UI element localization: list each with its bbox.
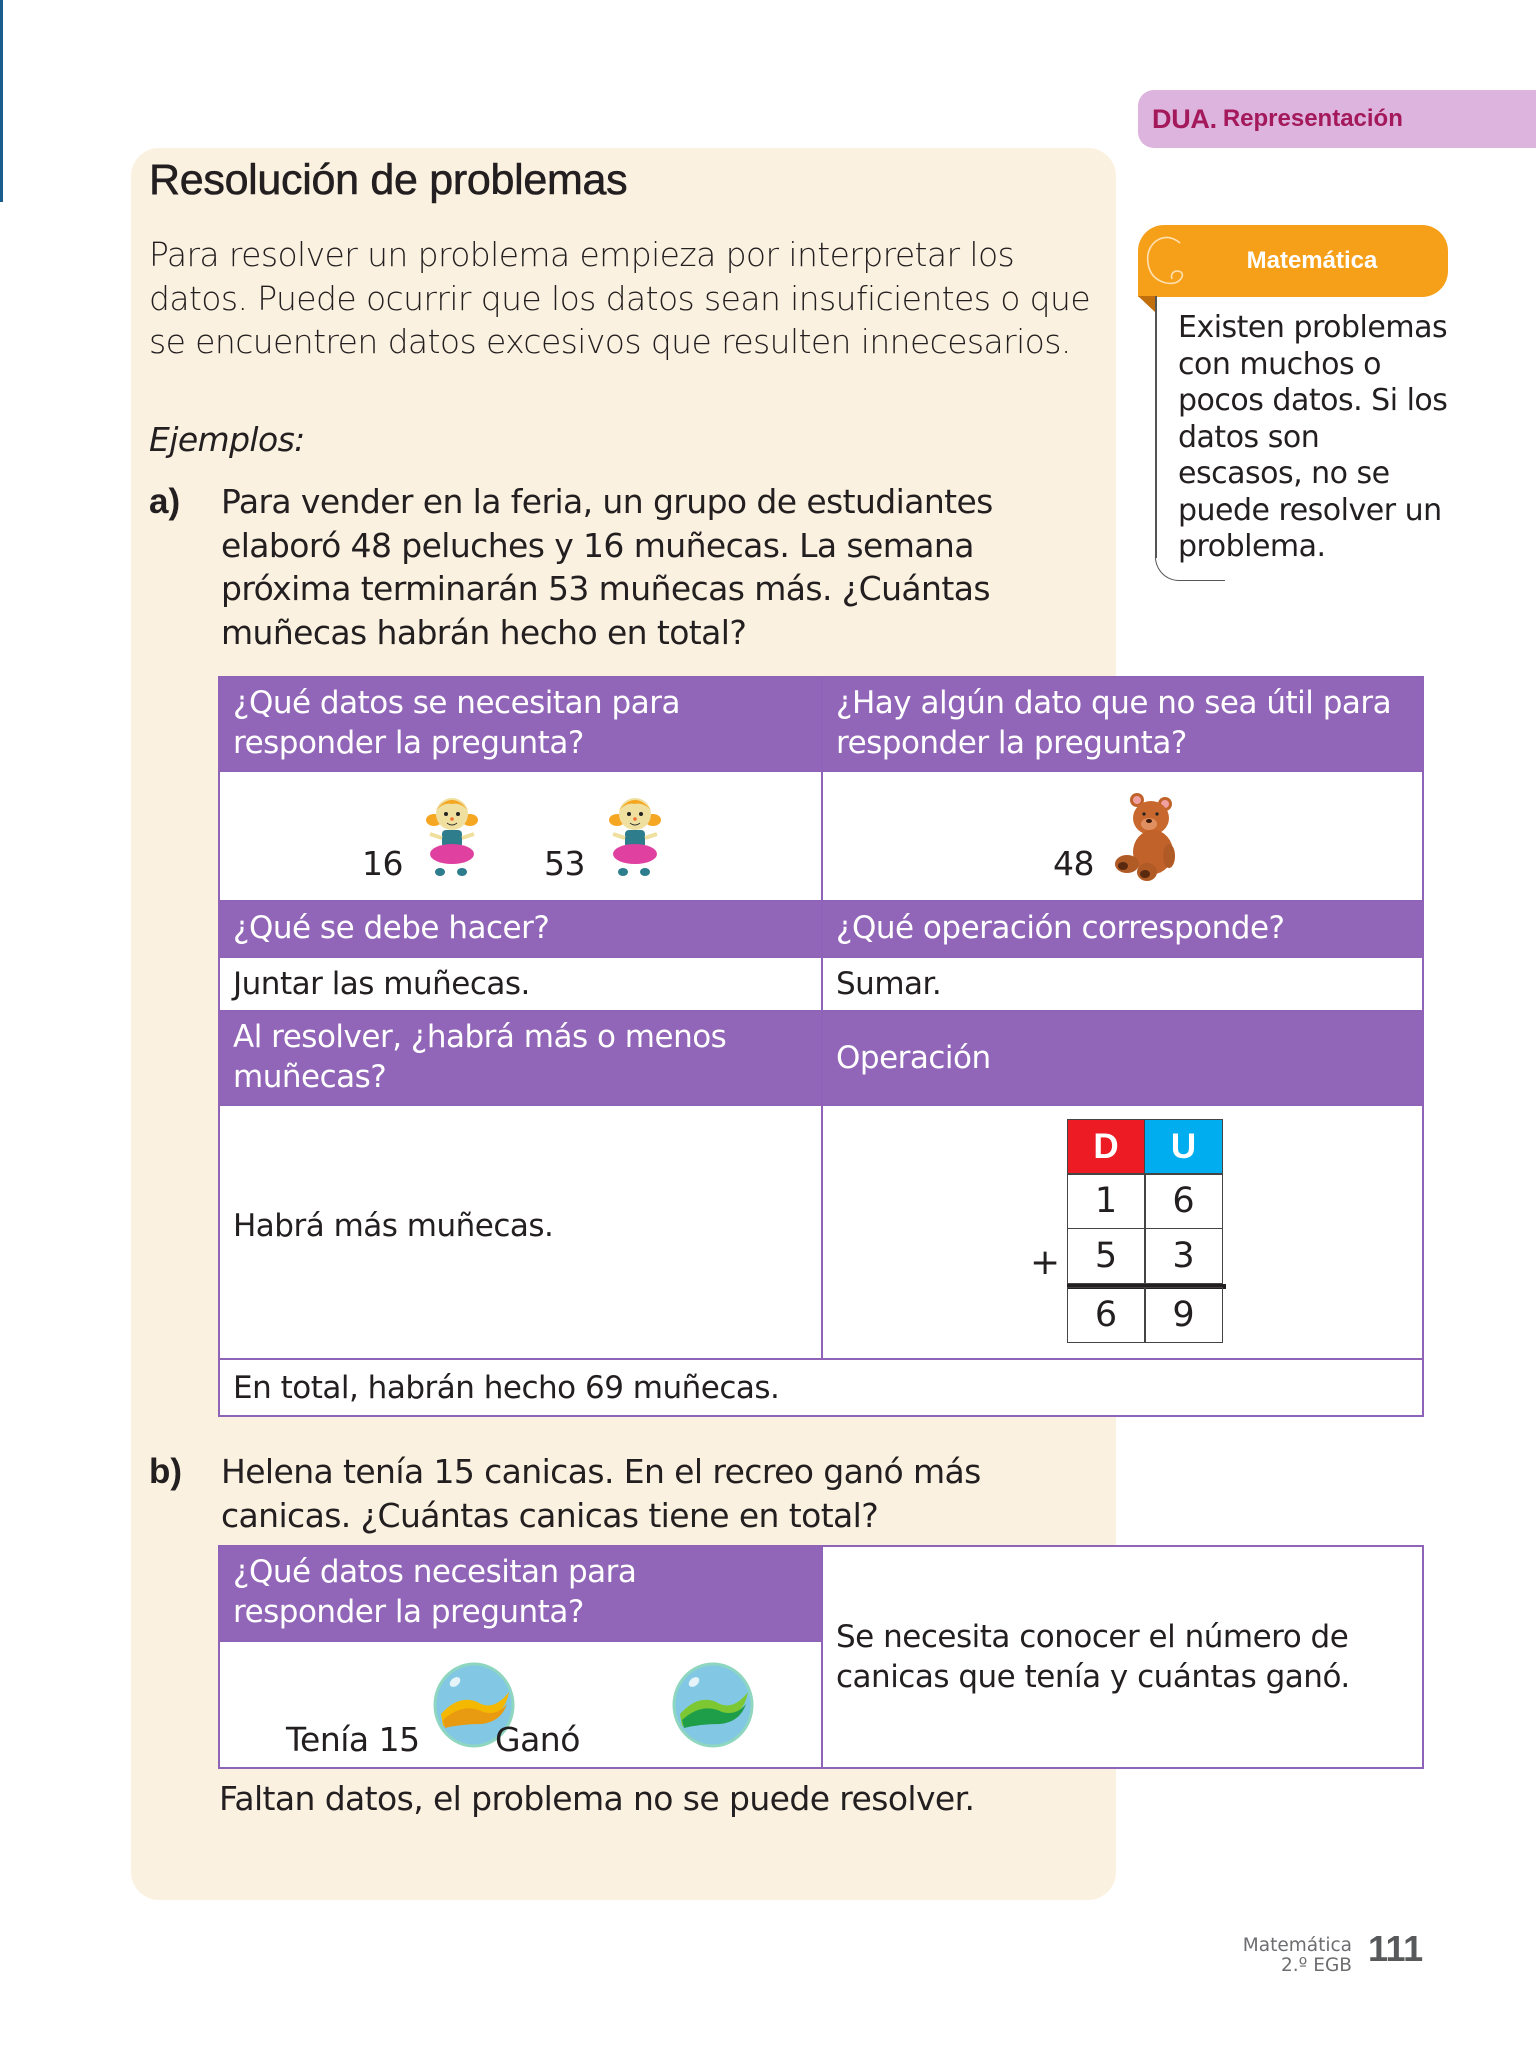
header-cell-needed-data: ¿Qué datos se necesitan para responder la pregunta?: [220, 678, 821, 770]
header-cell-more-or-less: Al resolver, ¿habrá más o menos muñecas?: [220, 1012, 821, 1104]
header-cell-operation: Operación: [821, 1012, 1422, 1104]
problem-b-conclusion: Faltan datos, el problema no se puede resolver.: [219, 1779, 975, 1818]
tens-header: D: [1067, 1119, 1146, 1175]
doll-icon: [420, 790, 484, 884]
plus-sign: +: [1030, 1242, 1061, 1283]
dua-category: Representación: [1222, 105, 1403, 132]
footer-subject-name: Matemática: [1242, 1935, 1352, 1956]
result-tens: 6: [1067, 1287, 1146, 1343]
problem-a: [149, 480, 1111, 654]
problem-b: [149, 1450, 1081, 1537]
needed-value-53: 53: [544, 844, 585, 883]
page-number: 111: [1368, 1928, 1423, 1969]
problem-b-table: [218, 1545, 1424, 1769]
place-value-addition: [1068, 1120, 1228, 1343]
header-cell-unneeded-data: ¿Hay algún dato que no sea útil para responder la pregunta?: [821, 678, 1422, 770]
addend2-tens: 5: [1067, 1228, 1146, 1284]
problem-a-text: Para vender en la feria, un grupo de estudiantes elaboró 48 peluches y 16 muñecas. La semana próxima terminarán 53 muñecas más. ¿Cuántas muñecas habrán hecho en total?: [221, 482, 993, 652]
side-note-text: Existen problemas con muchos o pocos datos. Si los datos son escasos, no se puede resolver un problema.: [1178, 310, 1448, 564]
page-edge-strip: [0, 0, 3, 202]
header-cell-what-to-do: ¿Qué se debe hacer?: [220, 902, 821, 956]
marbles-cell: [220, 1640, 821, 1767]
side-note-header: [1138, 225, 1448, 297]
addend1-tens: 1: [1067, 1173, 1146, 1229]
marble-icon: [672, 1662, 754, 1748]
needed-data-column: [220, 1547, 821, 1767]
header-cell-which-operation: ¿Qué operación corresponde?: [821, 902, 1422, 956]
doll-icon: [603, 790, 667, 884]
needed-value-16: 16: [362, 844, 403, 883]
side-note-border: [1155, 296, 1157, 558]
addend1-units: 6: [1144, 1173, 1223, 1229]
header-cell-needed-data: ¿Qué datos necesitan para responder la pregunta?: [220, 1547, 821, 1640]
needed-data-cell: [220, 772, 821, 900]
examples-label: Ejemplos:: [149, 420, 305, 459]
answer-cell-more-or-less: Habrá más muñecas.: [233, 1208, 554, 1244]
answer-cell-needed-info: Se necesita conocer el número de canicas que tenía y cuántas ganó.: [821, 1547, 1422, 1767]
page-title: Resolución de problemas: [149, 156, 628, 204]
won-label: Ganó: [495, 1720, 580, 1759]
problem-b-text: Helena tenía 15 canicas. En el recreo ganó más canicas. ¿Cuántas canicas tiene en total?: [221, 1452, 981, 1535]
dua-tag: [1138, 90, 1536, 148]
had-label: Tenía 15: [286, 1720, 420, 1759]
problem-a-table: [218, 676, 1424, 1417]
unneeded-value-48: 48: [1053, 844, 1094, 883]
dua-label: DUA.: [1152, 103, 1217, 134]
answer-cell-what-to-do: Juntar las muñecas.: [233, 966, 530, 1002]
footer-subject: [1243, 1936, 1352, 1976]
unneeded-data-cell: [821, 772, 1422, 900]
side-note-label: Matemática: [1246, 247, 1378, 274]
result-units: 9: [1144, 1287, 1223, 1343]
units-header: U: [1144, 1119, 1223, 1175]
problem-a-letter: a): [149, 482, 181, 521]
problem-b-letter: b): [149, 1452, 183, 1491]
side-note-fold: [1138, 296, 1155, 312]
swirl-icon: [1144, 233, 1188, 289]
answer-cell-operation-type: Sumar.: [821, 958, 1422, 1010]
conclusion-cell: En total, habrán hecho 69 muñecas.: [233, 1370, 780, 1406]
addend2-units: 3: [1144, 1228, 1223, 1284]
footer-grade: 2.º EGB: [1281, 1955, 1352, 1976]
intro-paragraph: Para resolver un problema empieza por interpretar los datos. Puede ocurrir que los datos sean insuficientes o que se encuentren datos excesivos que resulten innecesarios.: [149, 235, 1091, 361]
teddy-bear-icon: [1109, 790, 1179, 882]
